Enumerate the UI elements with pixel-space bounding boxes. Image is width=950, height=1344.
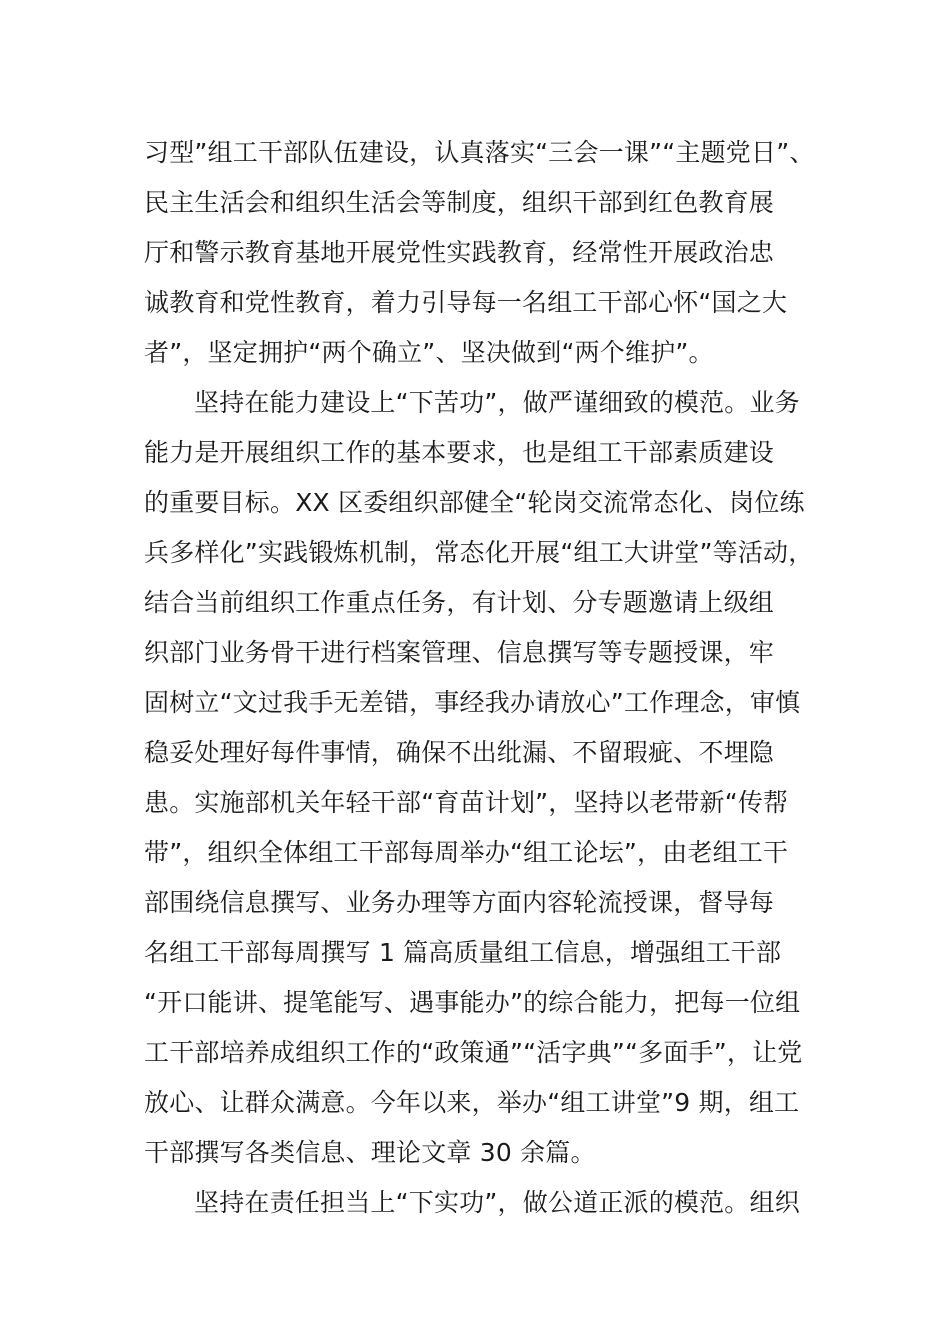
paragraph-start-line: 坚持在责任担当上“下实功”，做公道正派的模范。组织 — [194, 1188, 800, 1217]
text-line: 名组工干部每周撰写 1 篇高质量组工信息，增强组工干部 — [144, 938, 782, 967]
text-line: 者”，坚定拥护“两个确立”、坚决做到“两个维护”。 — [144, 338, 714, 367]
document-body — [144, 128, 816, 1228]
text-line: 放心、让群众满意。今年以来，举办“组工讲堂”9 期，组工 — [144, 1088, 800, 1117]
text-line: “开口能讲、提笔能写、遇事能办”的综合能力，把每一位组 — [144, 988, 801, 1017]
text-line: 织部门业务骨干进行档案管理、信息撰写等专题授课，牢 — [144, 638, 775, 667]
text-line: 结合当前组织工作重点任务，有计划、分专题邀请上级组 — [144, 588, 775, 617]
text-line: 厅和警示教育基地开展党性实践教育，经常性开展政治忠 — [144, 238, 775, 267]
text-line: 能力是开展组织工作的基本要求，也是组工干部素质建设 — [144, 438, 775, 467]
text-line: 民主生活会和组织生活会等制度，组织干部到红色教育展 — [144, 188, 775, 217]
paragraph-start-line: 坚持在能力建设上“下苦功”，做严谨细致的模范。业务 — [194, 388, 800, 417]
text-line: 干部撰写各类信息、理论文章 30 余篇。 — [144, 1138, 596, 1167]
text-line: 诚教育和党性教育，着力引导每一名组工干部心怀“国之大 — [144, 288, 788, 317]
text-line: 稳妥处理好每件事情，确保不出纰漏、不留瑕疵、不埋隐 — [144, 738, 775, 767]
text-line: 习型”组工干部队伍建设，认真落实“三会一课”“主题党日”、 — [144, 138, 815, 167]
text-line: 部围绕信息撰写、业务办理等方面内容轮流授课，督导每 — [144, 888, 775, 917]
text-line: 的重要目标。XX 区委组织部健全“轮岗交流常态化、岗位练 — [144, 488, 805, 517]
text-line: 带”，组织全体组工干部每周举办“组工论坛”，由老组工干 — [144, 838, 789, 867]
text-line: 固树立“文过我手无差错，事经我办请放心”工作理念，审慎 — [144, 688, 801, 717]
text-line: 兵多样化”实践锻炼机制，常态化开展“组工大讲堂”等活动， — [144, 538, 814, 567]
text-line: 工干部培养成组织工作的“政策通”“活字典”“多面手”，让党 — [144, 1038, 803, 1067]
text-line: 患。实施部机关年轻干部“育苗计划”，坚持以老带新“传帮 — [144, 788, 789, 817]
